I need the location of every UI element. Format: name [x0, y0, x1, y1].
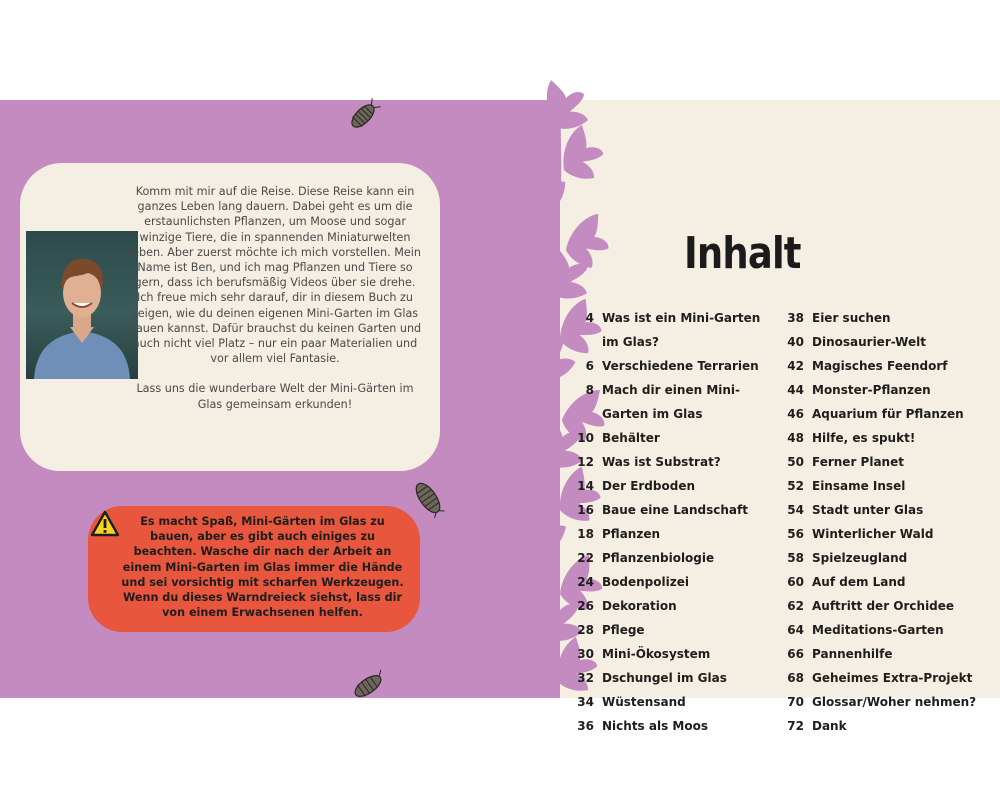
toc-entry-title: Pflanzenbiologie	[602, 551, 715, 565]
toc-entry-title: Pannenhilfe	[812, 647, 893, 661]
toc-entry	[780, 426, 995, 450]
intro-paragraph: Komm mit mir auf die Reise. Diese Reise kann ein ganzes Leben lang dauern. Dabei geht es um die erstaunlichsten Pflanzen, um Moose und sogar winzige Tiere, die in spannenden Miniaturwelten leben. Aber zuerst möchte ich mich vorstellen. Mein Name ist Ben, und ich mag Pflanzen und Tiere so gern, dass ich berufsmäßig Videos über sie drehe. Ich freue mich sehr darauf, dir in diesem Buch zu zeigen, wie du deinen eigenen Mini-Garten im Glas bauen kannst. Dafür brauchst du keinen Garten und auch nicht viel Platz – nur ein paar Materialien und vor allem viel Fantasie.	[128, 185, 422, 366]
toc-entry-title: Meditations-Garten	[812, 623, 944, 637]
woodlouse-icon	[343, 100, 383, 132]
toc-entry	[780, 618, 995, 642]
toc-entry	[780, 522, 995, 546]
book-spread	[0, 100, 1000, 733]
toc-entry	[780, 330, 995, 354]
toc-entry	[570, 642, 770, 666]
toc-page-number: 42	[787, 359, 804, 373]
toc-page-number: 6	[585, 359, 594, 373]
toc-entry-title: Spielzeugland	[812, 551, 908, 565]
toc-page-number: 70	[787, 695, 804, 709]
intro-text	[125, 184, 425, 427]
toc-entry-title: Auf dem Land	[812, 575, 906, 589]
toc-entry	[570, 450, 770, 474]
toc-entry-title: Dinosaurier-Welt	[812, 335, 926, 349]
toc-entry	[570, 714, 770, 738]
toc-entry-title: Winterlicher Wald	[812, 527, 934, 541]
toc-page-number: 48	[787, 431, 804, 445]
toc-entry-title: Bodenpolizei	[602, 575, 689, 589]
toc-page-number: 10	[577, 431, 594, 445]
toc-entry-title: Dank	[812, 719, 847, 733]
toc-entry-title: Dekoration	[602, 599, 677, 613]
toc-page-number: 66	[787, 647, 804, 661]
toc-entry	[780, 594, 995, 618]
toc-page-number: 56	[787, 527, 804, 541]
toc-entry	[570, 570, 770, 594]
toc-entry-title: Baue eine Landschaft	[602, 503, 748, 517]
toc-page-number: 50	[787, 455, 804, 469]
toc-entry-title: Nichts als Moos	[602, 719, 708, 733]
toc-entry	[780, 714, 995, 738]
toc-page-number: 16	[577, 503, 594, 517]
toc-page-number: 24	[577, 575, 594, 589]
toc-page-number: 64	[787, 623, 804, 637]
toc-entry-title: Monster-Pflanzen	[812, 383, 931, 397]
toc-entry-title: Verschiedene Terrarien	[602, 359, 759, 373]
toc-page-number: 72	[787, 719, 804, 733]
toc-entry-title: Glossar/Woher nehmen?	[812, 695, 977, 709]
toc-entry-title: Mini-Ökosystem	[602, 647, 711, 661]
toc-entry	[570, 354, 770, 378]
toc-entry	[780, 354, 995, 378]
toc-entry-title: Der Erdboden	[602, 479, 696, 493]
toc-entry	[570, 594, 770, 618]
toc-page-number: 44	[787, 383, 804, 397]
toc-entry	[570, 306, 770, 354]
toc-entry-title: Pflege	[602, 623, 645, 637]
intro-paragraph: Lass uns die wunderbare Welt der Mini-Gärten im Glas gemeinsam erkunden!	[136, 382, 414, 411]
toc-entry	[780, 378, 995, 402]
toc-entry-title: Wüstensand	[602, 695, 686, 709]
toc-entry-title: Pflanzen	[602, 527, 660, 541]
author-portrait-icon	[26, 231, 138, 379]
toc-page-number: 30	[577, 647, 594, 661]
toc-entry	[570, 378, 770, 426]
toc-entry	[780, 402, 995, 426]
toc-entry	[780, 666, 995, 690]
toc-entry	[570, 426, 770, 450]
woodlouse-icon	[408, 474, 448, 522]
toc-page-number: 14	[577, 479, 594, 493]
toc-entry	[780, 546, 995, 570]
toc-page-number: 36	[577, 719, 594, 733]
toc-entry-title: Magisches Feendorf	[812, 359, 948, 373]
toc-entry	[780, 690, 995, 714]
toc-entry	[570, 666, 770, 690]
toc-entry-title: Geheimes Extra-Projekt	[812, 671, 973, 685]
toc-page-number: 4	[585, 311, 594, 325]
toc-entry	[570, 546, 770, 570]
toc-page-number: 18	[577, 527, 594, 541]
toc-entry	[780, 498, 995, 522]
woodlouse-icon	[348, 670, 388, 698]
toc-column-1	[570, 306, 770, 738]
toc-page-number: 60	[787, 575, 804, 589]
toc-entry-title: Was ist ein Mini-Garten im Glas?	[602, 311, 761, 349]
toc-entry	[570, 690, 770, 714]
toc-entry-title: Mach dir einen Mini-Garten im Glas	[602, 383, 741, 421]
toc-entry-title: Auftritt der Orchidee	[812, 599, 955, 613]
toc-entry-title: Eier suchen	[812, 311, 891, 325]
toc-entry	[780, 570, 995, 594]
toc-entry-title: Ferner Planet	[812, 455, 904, 469]
warning-triangle-icon	[90, 510, 120, 538]
author-photo	[26, 231, 138, 379]
toc-page-number: 54	[787, 503, 804, 517]
toc-page-number: 46	[787, 407, 804, 421]
toc-entry	[570, 498, 770, 522]
toc-entry	[780, 306, 995, 330]
toc-page-number: 8	[585, 383, 594, 397]
toc-entry	[780, 642, 995, 666]
toc-heading: Inhalt	[684, 228, 801, 279]
toc-page-number: 34	[577, 695, 594, 709]
toc-page-number: 58	[787, 551, 804, 565]
toc-entry	[780, 450, 995, 474]
toc-entry-title: Aquarium für Pflanzen	[812, 407, 964, 421]
toc-entry-title: Stadt unter Glas	[812, 503, 924, 517]
toc-page-number: 40	[787, 335, 804, 349]
toc-page-number: 38	[787, 311, 804, 325]
toc-entry-title: Was ist Substrat?	[602, 455, 721, 469]
toc-entry-title: Dschungel im Glas	[602, 671, 727, 685]
toc-entry	[780, 474, 995, 498]
toc-page-number: 26	[577, 599, 594, 613]
toc-entry	[570, 474, 770, 498]
toc-entry	[570, 522, 770, 546]
toc-entry-title: Behälter	[602, 431, 660, 445]
toc-column-2	[780, 306, 995, 738]
toc-entry-title: Einsame Insel	[812, 479, 906, 493]
toc-page-number: 32	[577, 671, 594, 685]
toc-page-number: 12	[577, 455, 594, 469]
toc-page-number: 68	[787, 671, 804, 685]
toc-entry	[570, 618, 770, 642]
warning-text: Es macht Spaß, Mini-Gärten im Glas zu bauen, aber es gibt auch einiges zu beachten. Wasche dir nach der Arbeit an einem Mini-Garten im Glas immer die Hände und sei vorsichtig mit scharfen Werkzeugen. Wenn du dieses Warndreieck siehst, lass dir von einem Erwachsenen helfen.	[121, 515, 404, 620]
toc-page-number: 62	[787, 599, 804, 613]
toc-page-number: 28	[577, 623, 594, 637]
toc-entry-title: Hilfe, es spukt!	[812, 431, 916, 445]
toc-page-number: 22	[577, 551, 594, 565]
toc-page-number: 52	[787, 479, 804, 493]
